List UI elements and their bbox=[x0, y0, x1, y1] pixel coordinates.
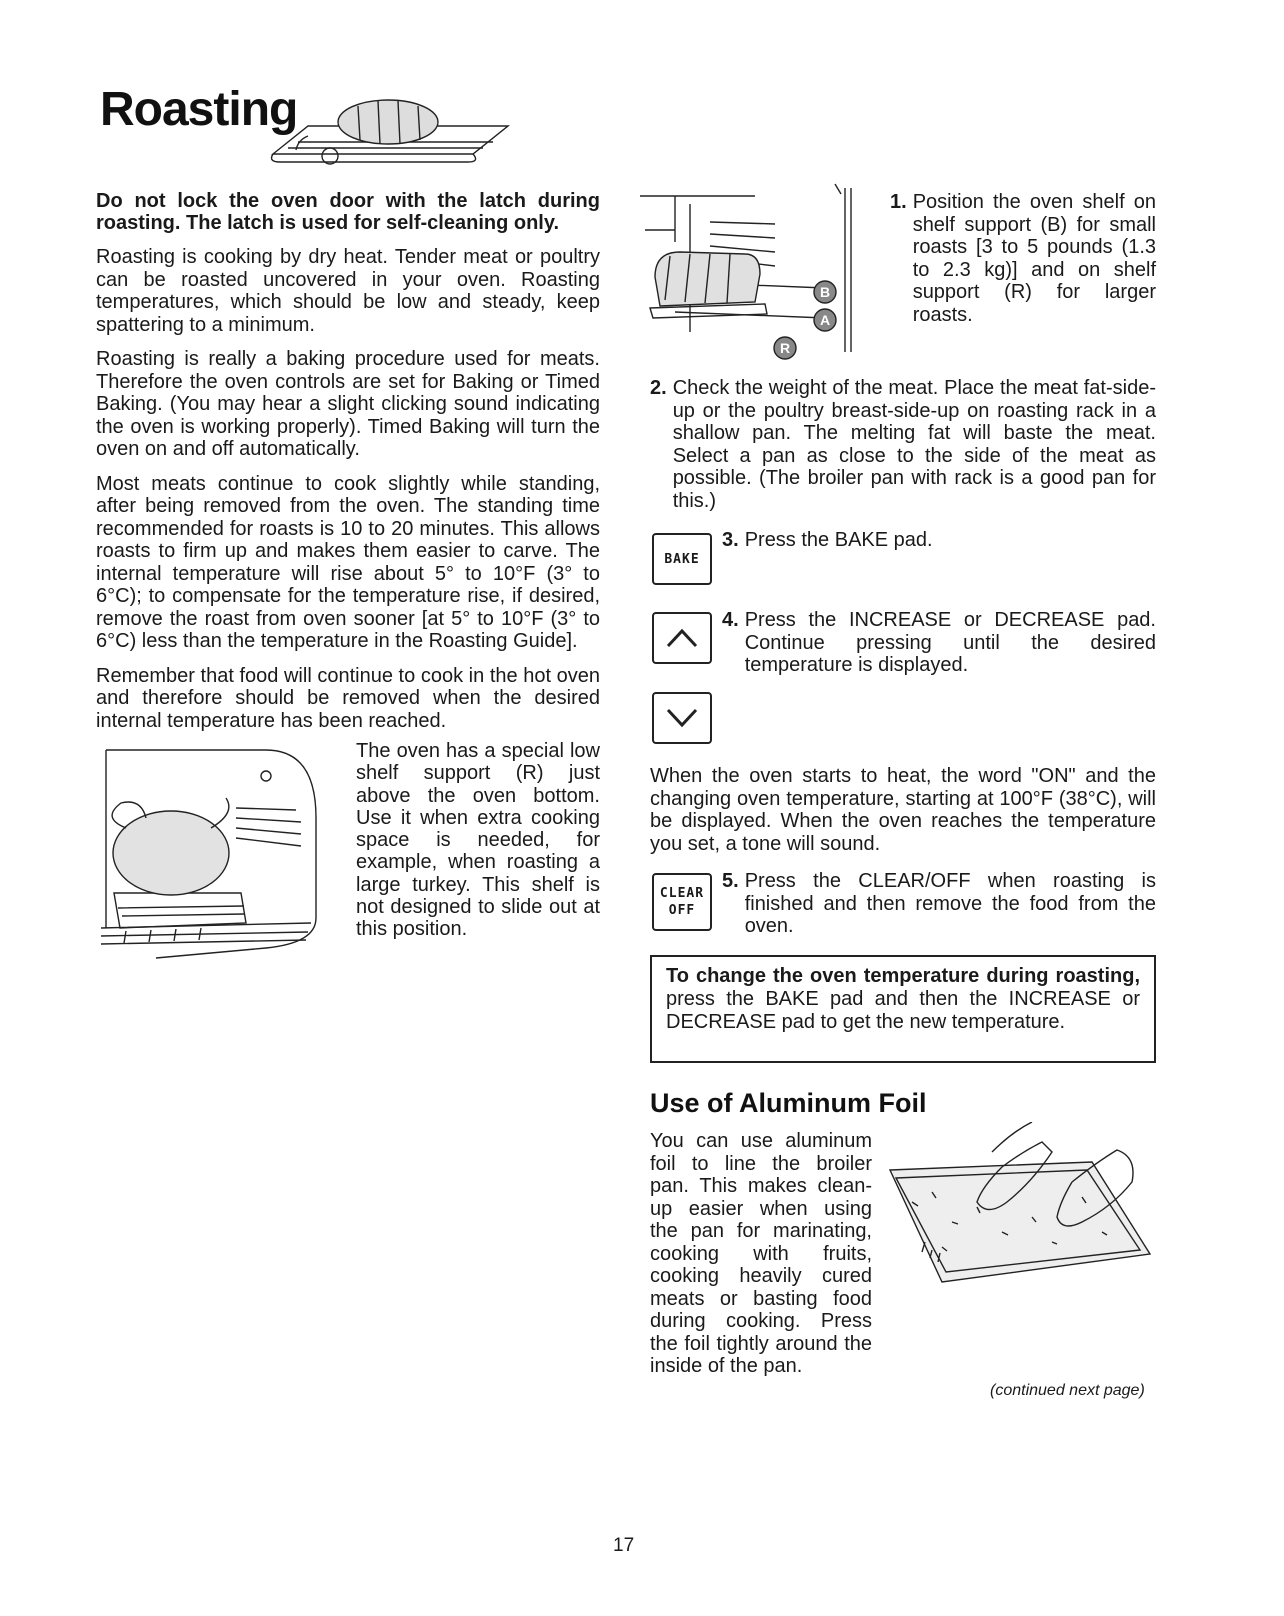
step-text: Check the weight of the meat. Place the meat fat-side-up or the poultry breast-side-up on roasting rack in a shallow pan. The melting fat will baste the meat. Select a pan as close to the side of the meat as possible. (The broiler pan with rack is a good pan for this.) bbox=[672, 377, 1156, 512]
paragraph-remove-food: Remember that food will continue to cook in the hot oven and therefore should be removed when the desired internal temperature has been reached. bbox=[96, 664, 600, 732]
turkey-oven-illustration bbox=[96, 738, 344, 963]
step-text: Press the BAKE pad. bbox=[744, 529, 933, 551]
foil-text: You can use aluminum foil to line the broiler pan. This makes clean-up easier when using the pan for marinating, cooking with fruits, cooking heavily cured meats or basting food during cooking. Press the foil tightly around the inside of the pan. bbox=[650, 1130, 872, 1377]
increase-pad-icon bbox=[652, 612, 712, 664]
foil-pan-illustration bbox=[882, 1122, 1158, 1297]
shelf-label-r: R bbox=[779, 340, 791, 356]
step-number: 2. bbox=[650, 377, 667, 399]
step-number: 4. bbox=[722, 609, 739, 631]
paragraph-standing-time: Most meats continue to cook slightly while standing, after being removed from the oven. The standing time recommended for roasts is 10 to 20 minutes. This allows roasts to firm up and makes them easier to carve. The internal temperature will rise about 5° to 10°F (3° to 6°C); to compensate for the temperature rise, if desired, remove the roast from oven sooner [at 5° to 10°F (3° to 6°C) less than the temperature in the Roasting Guide]. bbox=[96, 472, 600, 652]
paragraph-dry-heat: Roasting is cooking by dry heat. Tender meat or poultry can be roasted uncovered in your oven. Roasting temperatures, which should be low and steady, keep spattering to a minimum. bbox=[96, 246, 600, 336]
step-number: 1. bbox=[890, 191, 907, 213]
bake-pad-icon: BAKE bbox=[652, 533, 712, 585]
clear-off-pad-icon: CLEAR OFF bbox=[652, 873, 712, 931]
step-1 bbox=[890, 191, 1156, 326]
step-5 bbox=[722, 870, 1156, 938]
step-number: 5. bbox=[722, 870, 739, 892]
step-3 bbox=[722, 529, 1156, 552]
page-number: 17 bbox=[613, 1535, 635, 1556]
temperature-change-note bbox=[650, 955, 1156, 1063]
step-4 bbox=[722, 609, 1156, 677]
latch-warning: Do not lock the oven door with the latch during roasting. The latch is used for self-cleaning only. bbox=[96, 190, 600, 234]
step-text: Position the oven shelf on shelf support (B) for small roasts [3 to 5 pounds (1.3 to 2.3 kg)] and on shelf support (R) for larger roasts. bbox=[912, 191, 1156, 326]
continued-note: (continued next page) bbox=[990, 1382, 1145, 1399]
step-text: Press the CLEAR/OFF when roasting is finished and then remove the food from the oven. bbox=[744, 870, 1156, 937]
roast-pan-illustration bbox=[268, 96, 528, 168]
step-number: 3. bbox=[722, 529, 739, 551]
paragraph-baking-procedure: Roasting is really a baking procedure used for meats. Therefore the oven controls are set for Baking or Timed Baking. (You may hear a slight clicking sound indicating the oven is working properly). Timed Baking will turn the oven on and off automatically. bbox=[96, 348, 600, 460]
note-text: press the BAKE pad and then the INCREASE or DECREASE pad to get the new temperature. bbox=[666, 988, 1140, 1033]
shelf-label-b: B bbox=[819, 284, 831, 300]
oven-shelf-illustration bbox=[635, 182, 857, 360]
shelf-label-a: A bbox=[819, 312, 831, 328]
foil-section-heading: Use of Aluminum Foil bbox=[650, 1088, 927, 1118]
step-text: Press the INCREASE or DECREASE pad. Continue pressing until the desired temperature is displayed. bbox=[744, 609, 1156, 676]
step-2 bbox=[650, 377, 1156, 512]
note-bold-text: To change the oven temperature during roasting, bbox=[666, 965, 1140, 987]
decrease-pad-icon bbox=[652, 692, 712, 744]
heat-indicator-text: When the oven starts to heat, the word "ON" and the changing oven temperature, starting at 100°F (38°C), will be displayed. When the oven reaches the temperature you set, a tone will sound. bbox=[650, 765, 1156, 855]
page-title: Roasting bbox=[100, 83, 298, 136]
low-shelf-text: The oven has a special low shelf support (R) just above the oven bottom. Use it when extra cooking space is needed, for example, when roasting a large turkey. This shelf is not designed to slide out at this position. bbox=[356, 740, 600, 941]
